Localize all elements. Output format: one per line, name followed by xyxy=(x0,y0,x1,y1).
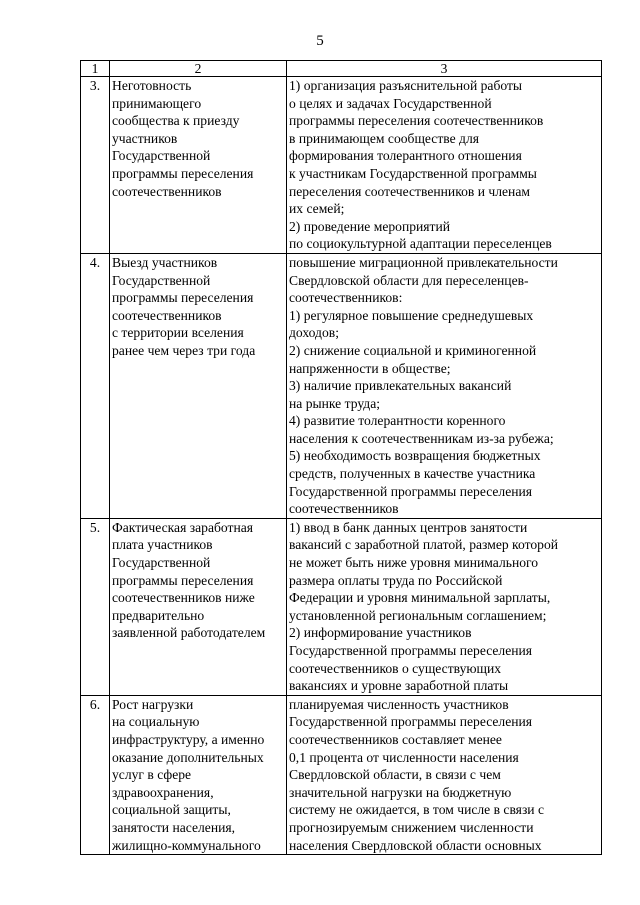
risk-text-line: социальной защиты, xyxy=(112,802,231,818)
row-number: 5. xyxy=(81,518,110,695)
row-number: 6. xyxy=(81,695,110,854)
risk-description xyxy=(110,518,287,695)
risk-text-line: оказание дополнительных xyxy=(112,749,264,765)
table-row xyxy=(81,695,602,854)
measures-text-line: Федерации и уровня минимальной зарплаты, xyxy=(289,590,551,606)
measures-text-line: соотечественников о существующих xyxy=(289,660,502,676)
measures-description xyxy=(287,253,602,518)
measures-text-line: 1) регулярное повышение среднедушевых xyxy=(289,307,534,323)
measures-text-line: 0,1 процента от численности населения xyxy=(289,749,519,765)
measures-text-line: Государственной программы переселения xyxy=(289,643,533,658)
measures-text-line: 5) необходимость возвращения бюджетных xyxy=(289,448,541,464)
risk-text-line: Государственной xyxy=(112,272,211,288)
risk-text-line: участников xyxy=(112,130,178,146)
measures-text-line: населения к соотечественникам из-за рубежа; xyxy=(289,430,554,446)
risk-text-line: с территории вселения xyxy=(112,325,244,341)
measures-text-line: доходов; xyxy=(289,325,339,341)
measures-text-line: в принимающем сообществе для xyxy=(289,130,479,146)
risk-text-line: Фактическая заработная xyxy=(112,519,254,535)
measures-text-line: соотечественников xyxy=(289,501,399,517)
risk-text-line: Рост нагрузки xyxy=(112,696,194,712)
measures-text-line: размера оплаты труда по Российской xyxy=(289,572,503,588)
measures-text-line: 1) ввод в банк данных центров занятости xyxy=(289,519,528,535)
risk-description xyxy=(110,695,287,854)
risk-text-line: Государственной xyxy=(112,555,211,571)
measures-text-line: 2) проведение мероприятий xyxy=(289,218,451,234)
measures-text-line: не может быть ниже уровня минимального xyxy=(289,555,539,571)
risk-text-line: Неготовность xyxy=(112,78,192,93)
header-row xyxy=(81,61,602,77)
measures-text-line: формирования толерантного отношения xyxy=(289,148,522,164)
measures-text-line: значительной нагрузки на бюджетную xyxy=(289,784,512,800)
column-header-1: 1 xyxy=(81,61,110,77)
measures-text-line: соотечественников: xyxy=(289,290,403,306)
measures-text-line: к участникам Государственной программы xyxy=(289,165,537,181)
measures-text-line: переселения соотечественников и членам xyxy=(289,183,530,199)
measures-text-line: 4) развитие толерантности коренного xyxy=(289,413,506,429)
measures-text-line: 1) организация разъяснительной работы xyxy=(289,78,523,93)
table-body xyxy=(81,77,602,855)
risk-text-line: жилищно-коммунального xyxy=(112,837,261,853)
measures-text-line: 2) информирование участников xyxy=(289,625,472,641)
measures-text-line: о целях и задачах Государственной xyxy=(289,95,492,111)
measures-text-line: средств, полученных в качестве участника xyxy=(289,466,536,482)
measures-text-line: установленной региональным соглашением; xyxy=(289,607,547,623)
measures-text-line: программы переселения соотечественников xyxy=(289,113,544,129)
measures-text-line: вакансиях и уровне заработной платы xyxy=(289,678,509,694)
table-row xyxy=(81,253,602,518)
measures-text-line: на рынке труда; xyxy=(289,395,381,411)
measures-text-line: планируемая численность участников xyxy=(289,696,509,712)
risk-text-line: услуг в сфере xyxy=(112,767,192,783)
risk-text-line: заявленной работодателем xyxy=(112,625,266,641)
risk-text-line: программы переселения xyxy=(112,165,254,181)
risk-text-line: ранее чем через три года xyxy=(112,342,256,358)
table-row xyxy=(81,518,602,695)
risk-text-line: предварительно xyxy=(112,607,205,623)
risk-text-line: на социальную xyxy=(112,714,200,730)
measures-text-line: прогнозируемым снижением численности xyxy=(289,819,534,835)
risk-description xyxy=(110,253,287,518)
risk-text-line: инфраструктуру, а именно xyxy=(112,731,265,747)
column-header-2: 2 xyxy=(110,61,287,77)
risk-text-line: плата участников xyxy=(112,537,213,553)
measures-text-line: повышение миграционной привлекательности xyxy=(289,254,558,270)
measures-text-line: Свердловской области, в связи с чем xyxy=(289,767,501,783)
risk-text-line: программы переселения xyxy=(112,572,254,588)
measures-text-line: напряженности в обществе; xyxy=(289,360,451,376)
measures-text-line: систему не ожидается, в том числе в связи с xyxy=(289,802,545,818)
measures-description xyxy=(287,695,602,854)
measures-description xyxy=(287,77,602,254)
measures-text-line: по социокультурной адаптации переселенцев xyxy=(289,236,552,252)
measures-text-line: населения Свердловской области основных xyxy=(289,837,542,853)
table-row xyxy=(81,77,602,254)
page-number: 5 xyxy=(316,33,324,49)
measures-text-line: 3) наличие привлекательных вакансий xyxy=(289,378,512,394)
measures-description xyxy=(287,518,602,695)
risk-text-line: принимающего xyxy=(112,95,202,111)
measures-text-line: Государственной программы переселения xyxy=(289,483,533,499)
risk-text-line: соотечественников xyxy=(112,307,222,323)
risk-text-line: Государственной xyxy=(112,148,211,164)
risk-text-line: соотечественников ниже xyxy=(112,590,255,606)
risk-text-line: программы переселения xyxy=(112,290,254,306)
risk-table xyxy=(80,60,602,855)
row-number: 3. xyxy=(81,77,110,254)
risk-text-line: соотечественников xyxy=(112,183,222,199)
measures-text-line: 2) снижение социальной и криминогенной xyxy=(289,342,537,358)
risk-text-line: занятости населения, xyxy=(112,819,236,835)
measures-text-line: Свердловской области для переселенцев- xyxy=(289,272,529,288)
measures-text-line: Государственной программы переселения xyxy=(289,714,533,730)
column-header-3: 3 xyxy=(287,61,602,77)
risk-text-line: сообщества к приезду xyxy=(112,113,240,129)
measures-text-line: их семей; xyxy=(289,201,345,217)
risk-text-line: здравоохранения, xyxy=(112,784,214,800)
risk-text-line: Выезд участников xyxy=(112,254,218,270)
risk-description xyxy=(110,77,287,254)
measures-text-line: вакансий с заработной платой, размер которой xyxy=(289,537,559,553)
measures-text-line: соотечественников составляет менее xyxy=(289,731,502,747)
row-number: 4. xyxy=(81,253,110,518)
